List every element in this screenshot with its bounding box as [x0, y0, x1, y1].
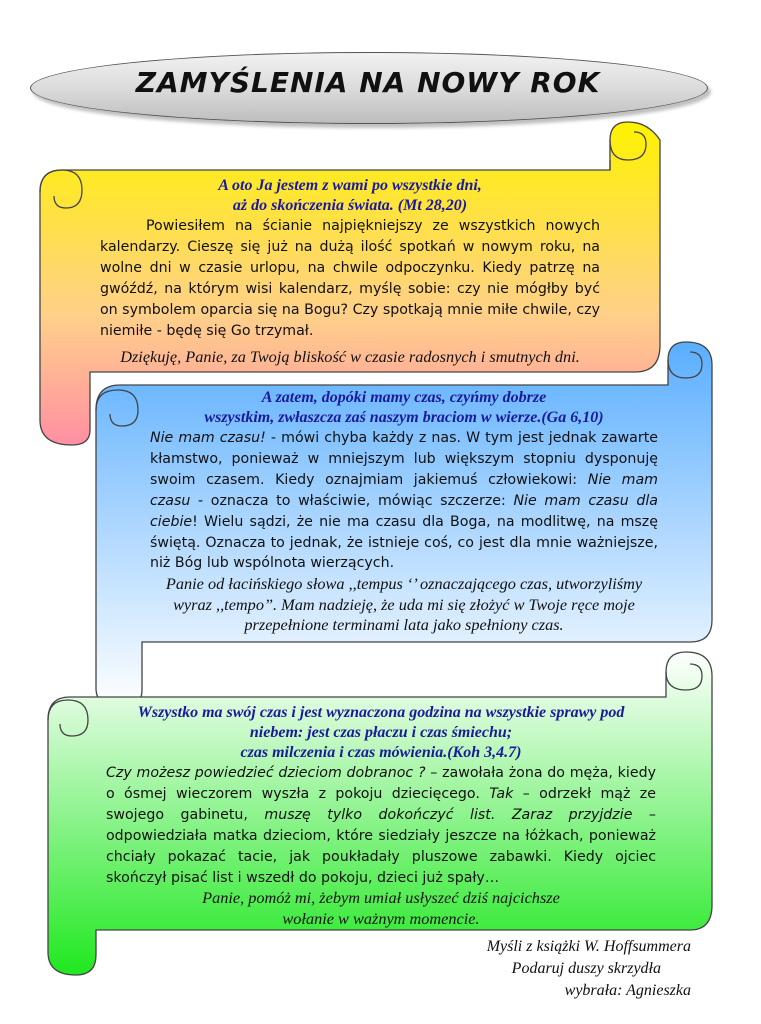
scroll-1-prayer: Dziękuję, Panie, za Twoją bliskość w czasie radosnych i smutnych dni.	[120, 347, 580, 367]
scroll-2-body-part: ! Wielu sądzi, że nie ma czasu dla Boga, na modlitwę, na mszę świętą. Oznacza to jednak, że istnieje coś, co jest dla mnie ważniejsze, niż Bóg lub wspólnota wierzących.	[150, 513, 658, 572]
scroll-2-body-part: - oznacza to właściwie, mówiąc szczerze:	[190, 492, 514, 509]
scroll-2-heading-line: wszystkim, zwłaszcza zaś naszym braciom w wierze.(Ga 6,10)	[204, 409, 604, 426]
scroll-3-prayer-line: wołanie w ważnym momencie.	[282, 908, 480, 928]
scroll-3-content	[106, 703, 656, 929]
source-book-title: Podaruj duszy skrzydła	[511, 960, 661, 977]
scroll-3-body-part: Tak	[489, 785, 514, 802]
scroll-3-body	[106, 763, 656, 888]
scroll-3-heading	[106, 703, 656, 763]
scroll-2-body-part: Nie mam czasu!	[150, 430, 266, 446]
scroll-3-body-part: – odrzekł mąż ze swojego gabinetu,	[106, 785, 656, 823]
selected-by: wybrała: Agnieszka	[564, 982, 691, 999]
scroll-2-prayer-line: Panie od łacińskiego słowa ,,tempus ‘’ oznaczającego czas, utworzyliśmy	[165, 574, 643, 594]
page-title: ZAMYŚLENIA NA NOWY ROK	[135, 66, 601, 99]
scroll-3-prayer	[106, 888, 656, 929]
scroll-1-body: Powiesiłem na ścianie najpiękniejszy ze wszystkich nowych kalendarzy. Cieszę się już na dużą ilość spotkań w nowym roku, na wolne dni w czasie urlopu, na chwile odpoczynku. Kiedy patrzę na gwóźdź, na którym wisi kalendarz, myślę sobie: czy nie mógłby być on symbolem oparcia się na Bogu? Czy spotkają mnie miłe chwile, czy niemiłe - będę się Go trzymał.	[100, 218, 600, 339]
scroll-3-body-part: muszę tylko dokończyć list. Zaraz przyjdzie	[264, 806, 633, 823]
scroll-3-body-part: – odpowiedziała matka dzieciom, które siedziały jeszcze na łóżkach, ponieważ chciały pokazać tacie, jak poukładały pluszowe zabawki. Kiedy ojciec skończył pisać list i wszedł do pokoju, dzieci już spały…	[106, 806, 657, 886]
scroll-3-body-part: – zawołała żona do męża, kiedy o ósmej wieczorem wyszła z pokoju dziecięcego.	[106, 765, 656, 802]
scroll-1-heading-line: aż do skończenia świata. (Mt 28,20)	[232, 197, 468, 214]
scroll-2-prayer-line: wyraz ,,tempo”. Mam nadzieję, że uda mi się złożyć w Twoje ręce moje	[173, 594, 635, 614]
scroll-2-heading-line: A zatem, dopóki mamy czas, czyńmy dobrze	[261, 389, 547, 406]
scroll-3-prayer-line: Panie, pomóż mi, żebym umiał usłyszeć dziś najcichsze	[202, 888, 560, 908]
source-credit	[487, 936, 691, 1002]
scroll-2-body-part: Nie mam czasu	[150, 471, 658, 509]
scroll-2-prayer-line: przepełnione terminami lata jako spełniony czas.	[244, 615, 564, 635]
scroll-2-body-part: Nie mam czasu dla ciebie	[150, 492, 658, 530]
scroll-1-heading-line: A oto Ja jestem z wami po wszystkie dni,	[218, 177, 482, 194]
scroll-2-body-part: - mówi chyba każdy z nas. W tym jest jednak zawarte kłamstwo, ponieważ w mniejszym lub większym stopniu dysponuję swoim czasem. Kiedy oznajmiam jakiemuś człowiekowi:	[150, 430, 659, 488]
source-book-author: Myśli z książki W. Hoffsummera	[486, 938, 691, 955]
scroll-3-heading-line: Wszystko ma swój czas i jest wyznaczona godzina na wszystkie sprawy pod	[137, 704, 625, 721]
scroll-3-body-part: Czy możesz powiedzieć dzieciom dobranoc ?	[106, 765, 426, 781]
scroll-3-heading-line: niebem: jest czas płaczu i czas śmiechu;	[249, 724, 513, 741]
scroll-3-heading-line: czas milczenia i czas mówienia.(Koh 3,4.7)	[240, 744, 522, 761]
